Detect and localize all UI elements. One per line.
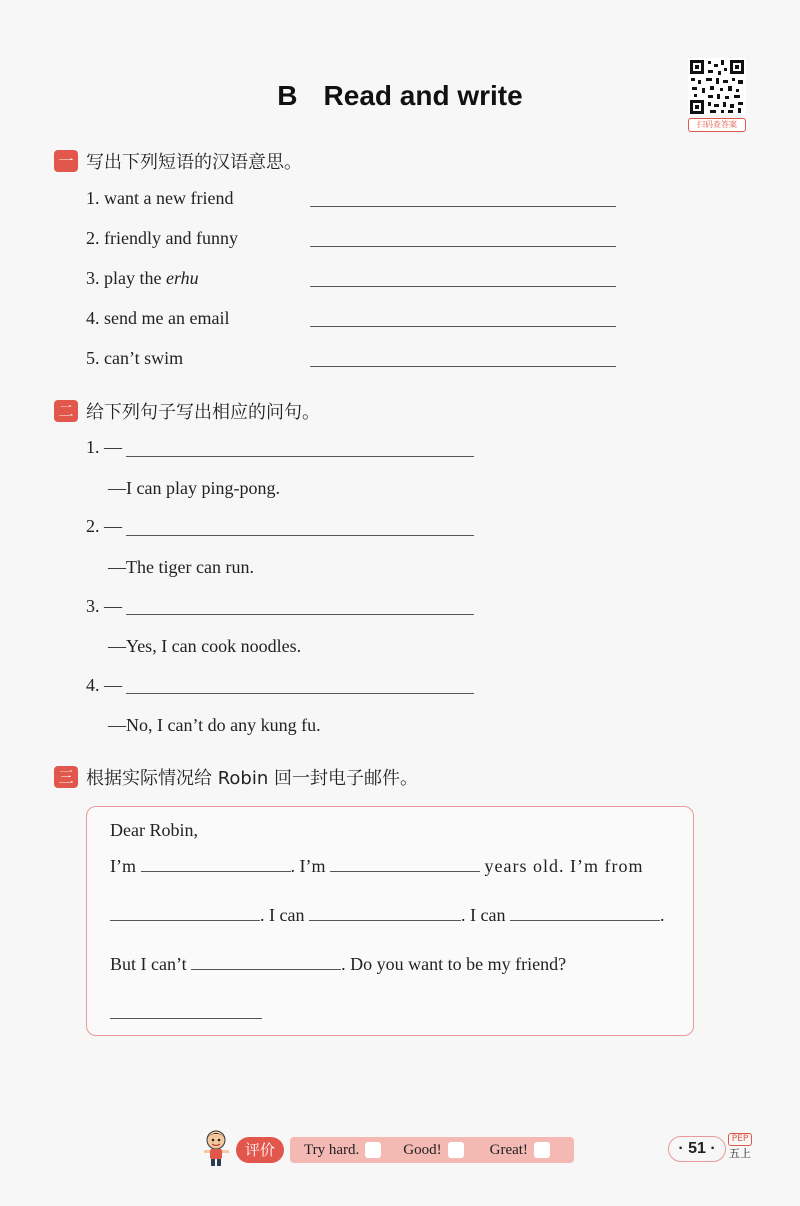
email-text: I’m <box>110 856 136 876</box>
answer-line[interactable] <box>310 246 616 247</box>
given-answer: —The tiger can run. <box>108 557 254 577</box>
answer-line[interactable] <box>126 535 474 536</box>
list-item <box>86 268 199 289</box>
item-number: 1. <box>86 188 100 208</box>
question-item <box>86 516 122 537</box>
item-number: 3. <box>86 268 100 288</box>
good-checkbox[interactable] <box>448 1142 464 1158</box>
section-1-badge: 一 <box>54 150 78 172</box>
qr-code[interactable] <box>688 58 746 132</box>
email-line-1 <box>110 855 643 877</box>
section-1-heading <box>54 148 302 174</box>
qr-code-icon <box>688 58 746 116</box>
country-blank[interactable] <box>110 904 260 921</box>
answer-line[interactable] <box>310 366 616 367</box>
page-number: · 51 · <box>668 1136 726 1162</box>
email-greeting: Dear Robin, <box>110 820 198 840</box>
grade-label: 五上 <box>729 1147 751 1160</box>
self-evaluation-bar <box>290 1137 574 1163</box>
question-item <box>86 437 122 458</box>
pep-tag: PEP <box>728 1133 752 1146</box>
qr-caption: 扫码查答案 <box>688 118 746 132</box>
email-text: . I can <box>460 905 506 925</box>
answer-line[interactable] <box>310 286 616 287</box>
evaluation-label: 评价 <box>236 1137 284 1163</box>
ability-blank-2[interactable] <box>510 904 660 921</box>
age-blank[interactable] <box>330 855 480 872</box>
email-text: years old. I’m from <box>484 856 644 876</box>
item-number: 1. <box>86 437 100 457</box>
email-line-2 <box>110 904 664 926</box>
item-text: play the <box>104 268 166 288</box>
list-item <box>86 308 229 329</box>
name-blank[interactable] <box>141 855 291 872</box>
answer-line[interactable] <box>310 326 616 327</box>
option-try-hard-label: Try hard. <box>304 1141 360 1158</box>
great-checkbox[interactable] <box>534 1142 550 1158</box>
answer-line[interactable] <box>126 614 474 615</box>
item-number: 5. <box>86 348 100 368</box>
title-text: Read and write <box>323 80 523 111</box>
email-text: . I can <box>260 905 305 925</box>
cannot-blank[interactable] <box>191 953 341 970</box>
email-text: . <box>659 905 665 925</box>
item-italic-text: erhu <box>165 268 199 288</box>
question-item <box>86 675 122 696</box>
section-1-instruction: 写出下列短语的汉语意思。 <box>86 152 302 173</box>
section-2-badge: 二 <box>54 400 78 422</box>
list-item <box>86 228 238 249</box>
answer-line[interactable] <box>310 206 616 207</box>
answer-line[interactable] <box>126 456 474 457</box>
email-line-3 <box>110 953 566 975</box>
try-hard-checkbox[interactable] <box>365 1142 381 1158</box>
section-3-badge: 三 <box>54 766 78 788</box>
dialogue-dash: — <box>104 596 122 616</box>
given-answer: —I can play ping-pong. <box>108 478 280 498</box>
item-number: 2. <box>86 516 100 536</box>
section-letter: B <box>277 80 298 111</box>
mascot-boy-icon <box>200 1128 234 1168</box>
dialogue-dash: — <box>104 437 122 457</box>
question-item <box>86 596 122 617</box>
item-text: can’t swim <box>104 348 184 368</box>
item-text: want a new friend <box>104 188 234 208</box>
signature-blank[interactable] <box>110 1018 262 1019</box>
edition-badge <box>728 1133 752 1163</box>
section-2-heading <box>54 398 320 424</box>
section-3-instruction: 根据实际情况给 Robin 回一封电子邮件。 <box>86 768 418 789</box>
email-text: . Do you want to be my friend? <box>341 954 567 974</box>
answer-line[interactable] <box>126 693 474 694</box>
section-3-heading <box>54 764 418 790</box>
given-answer: —Yes, I can cook noodles. <box>108 636 302 656</box>
option-great-label: Great! <box>489 1141 528 1158</box>
ability-blank-1[interactable] <box>309 904 461 921</box>
section-2-instruction: 给下列句子写出相应的问句。 <box>86 402 320 423</box>
email-text: But I can’t <box>110 954 187 974</box>
item-number: 4. <box>86 675 100 695</box>
item-text: friendly and funny <box>104 228 238 248</box>
given-answer: —No, I can’t do any kung fu. <box>108 715 321 735</box>
email-text: . I’m <box>290 856 326 876</box>
list-item <box>86 348 183 369</box>
item-number: 4. <box>86 308 100 328</box>
dialogue-dash: — <box>104 675 122 695</box>
item-number: 2. <box>86 228 100 248</box>
page-title <box>0 80 800 112</box>
item-text: send me an email <box>104 308 230 328</box>
option-good-label: Good! <box>403 1141 442 1158</box>
dialogue-dash: — <box>104 516 122 536</box>
item-number: 3. <box>86 596 100 616</box>
list-item <box>86 188 233 209</box>
